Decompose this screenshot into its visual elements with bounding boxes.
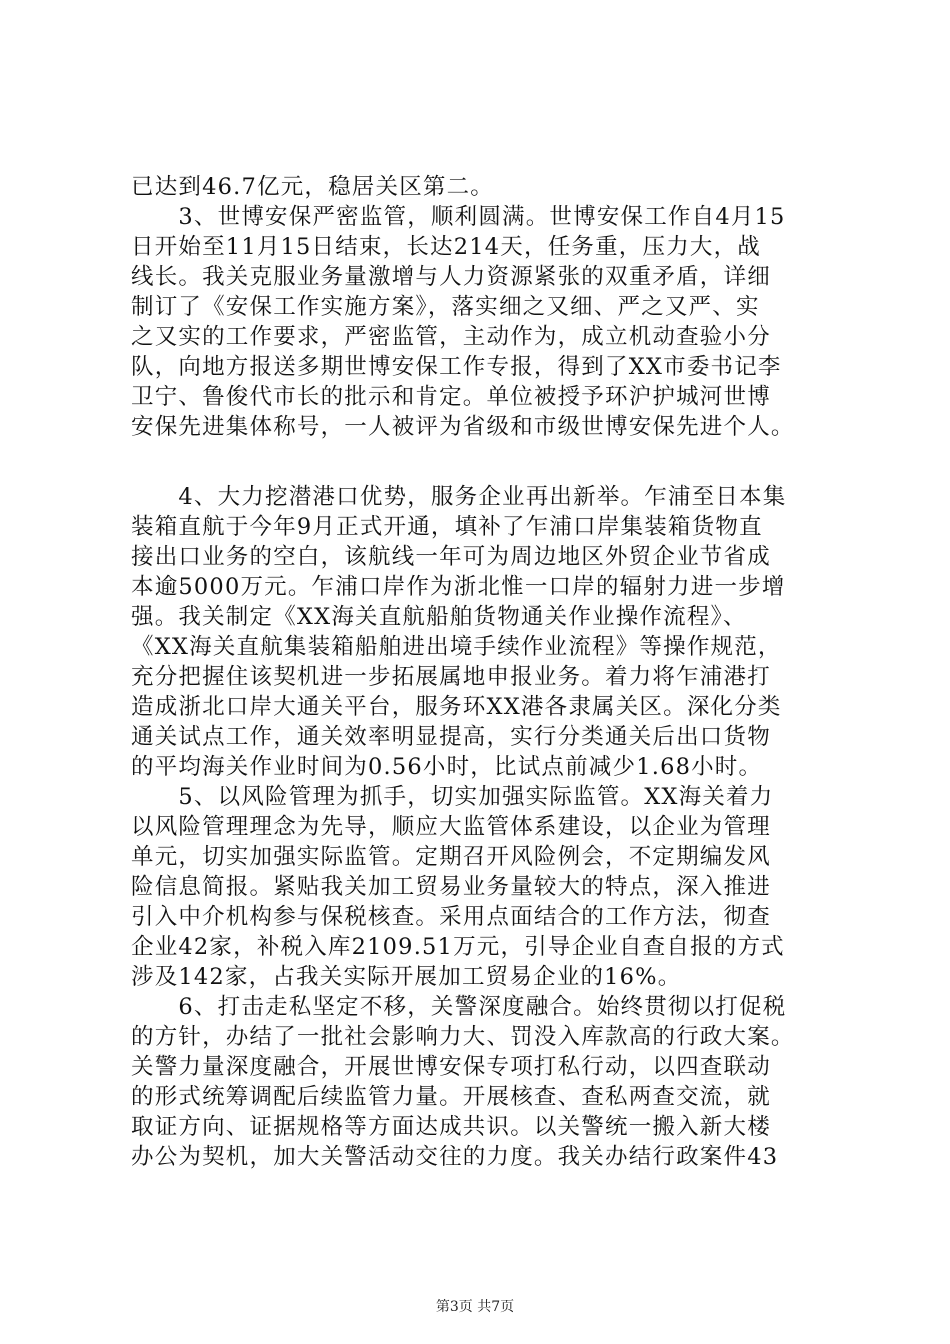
text-line: 以风险管理理念为先导，顺应大监管体系建设，以企业为管理 [131,814,771,840]
text-line: 制订了《安保工作实施方案》，落实细之又细、严之又严、实 [131,294,760,320]
text-line: 的平均海关作业时间为0.56小时，比试点前减少1.68小时。 [131,754,763,780]
text-line: 引入中介机构参与保税核查。采用点面结合的工作方法，彻查 [131,904,771,930]
text-line: 强。我关制定《XX海关直航船舶货物通关作业操作流程》、 [131,604,747,630]
text-line: 接出口业务的空白，该航线一年可为周边地区外贸企业节省成 [131,544,771,570]
text-line: 已达到46.7亿元，稳居关区第二。 [131,174,494,200]
text-line: 之又实的工作要求，严密监管，主动作为，成立机动查验小分 [131,324,771,350]
text-line: 《XX海关直航集装箱船舶进出境手续作业流程》等操作规范， [131,634,782,660]
text-line: 取证方向、证据规格等方面达成共识。以关警统一搬入新大楼 [131,1114,771,1140]
text-line: 企业42家，补税入库2109.51万元，引导企业自查自报的方式 [131,934,785,960]
text-line: 单元，切实加强实际监管。定期召开风险例会，不定期编发风 [131,844,771,870]
text-line: 队，向地方报送多期世博安保工作专报，得到了XX市委书记李 [131,354,782,380]
text-line: 的形式统筹调配后续监管力量。开展核查、查私两查交流，就 [131,1084,771,1110]
text-line: 装箱直航于今年9月正式开通，填补了乍浦口岸集装箱货物直 [131,514,763,540]
text-line: 卫宁、鲁俊代市长的批示和肯定。单位被授予环沪护城河世博 [131,384,771,410]
text-line: 5、以风险管理为抓手，切实加强实际监管。XX海关着力 [131,784,774,810]
text-line: 3、世博安保严密监管，顺利圆满。世博安保工作自4月15 [131,204,786,230]
text-line: 安保先进集体称号，一人被评为省级和市级世博安保先进个人。 [131,414,795,440]
text-line: 关警力量深度融合，开展世博安保专项打私行动，以四查联动 [131,1054,771,1080]
text-line: 日开始至11月15日结束，长达214天，任务重，压力大，战 [131,234,762,260]
page-footer: 第3页 共7页 [435,1299,515,1315]
text-line: 涉及142家，占我关实际开展加工贸易企业的16%。 [131,964,682,990]
text-line: 通关试点工作，通关效率明显提高，实行分类通关后出口货物 [131,724,771,750]
text-line: 线长。我关克服业务量激增与人力资源紧张的双重矛盾，详细 [131,264,771,290]
text-line: 造成浙北口岸大通关平台，服务环XX港各隶属关区。深化分类 [131,694,782,720]
text-line: 充分把握住该契机进一步拓展属地申报业务。着力将乍浦港打 [131,664,771,690]
text-line: 险信息简报。紧贴我关加工贸易业务量较大的特点，深入推进 [131,874,771,900]
text-line: 4、大力挖潜港口优势，服务企业再出新举。乍浦至日本集 [131,484,787,510]
text-line: 本逾5000万元。乍浦口岸作为浙北惟一口岸的辐射力进一步增 [131,574,786,600]
text-line: 6、打击走私坚定不移，关警深度融合。始终贯彻以打促税 [131,994,787,1020]
text-line: 的方针，办结了一批社会影响力大、罚没入库款高的行政大案。 [131,1024,795,1050]
text-line: 办公为契机，加大关警活动交往的力度。我关办结行政案件43 [131,1144,779,1170]
